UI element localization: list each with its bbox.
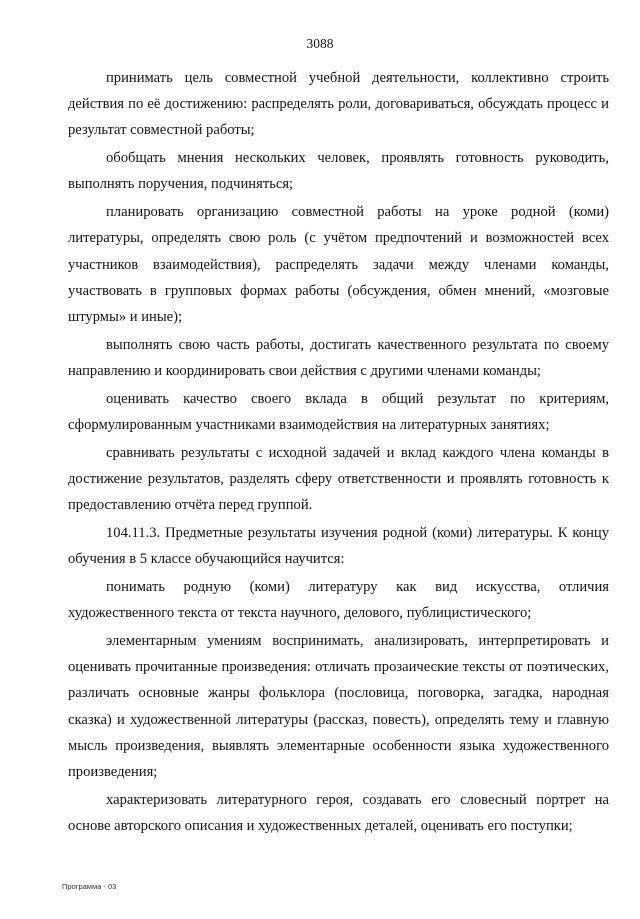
paragraph: оценивать качество своего вклада в общий результат по критериям, сформулированным участниками взаимодействия на литературных занятиях;	[68, 390, 609, 434]
section-paragraph: 104.11.3. Предметные результаты изучения родной (коми) литературы. К концу обучения в 5 классе обучающийся научится:	[68, 525, 609, 568]
footer-label: Программа - 03	[62, 882, 117, 891]
paragraph: сравнивать результаты с исходной задачей и вклад каждого члена команды в достижение результатов, разделять сферу ответственности и проявлять готовность к предоставлению отчёта перед группой.	[68, 444, 609, 514]
paragraph: элементарным умениям воспринимать, анализировать, интерпретировать и оценивать прочитанные произведения: отличать прозаические тексты от поэтических, различать основные жанры фольклора (пословица, поговорка, загадка, народная сказка) и художественной литературы (рассказ, повесть), определять тему и главную мысль произведения, выявлять элементарные особенности языка художественного произведения;	[68, 633, 609, 781]
page-number: 3088	[306, 36, 334, 51]
paragraph: планировать организацию совместной работы на уроке родной (коми) литературы, определять свою роль (с учётом предпочтений и возможностей всех участников взаимодействия), распределять задачи между членами команды, участвовать в групповых формах работы (обсуждения, обмен мнений, «мозговые штурмы» и иные);	[68, 204, 609, 326]
paragraph: обобщать мнения нескольких человек, проявлять готовность руководить, выполнять поручения, подчиняться;	[68, 150, 609, 193]
paragraph: принимать цель совместной учебной деятельности, коллективно строить действия по её достижению: распределять роли, договариваться, обсуждать процесс и результат совместной работы;	[68, 70, 609, 139]
paragraph: понимать родную (коми) литературу как вид искусства, отличия художественного текста от текста научного, делового, публицистического;	[68, 579, 609, 622]
paragraph: характеризовать литературного героя, создавать его словесный портрет на основе авторского описания и художественных деталей, оценивать его поступки;	[68, 791, 609, 835]
body-text	[68, 65, 609, 841]
paragraph: выполнять свою часть работы, достигать качественного результата по своему направлению и координировать свои действия с другими членами команды;	[68, 336, 609, 380]
